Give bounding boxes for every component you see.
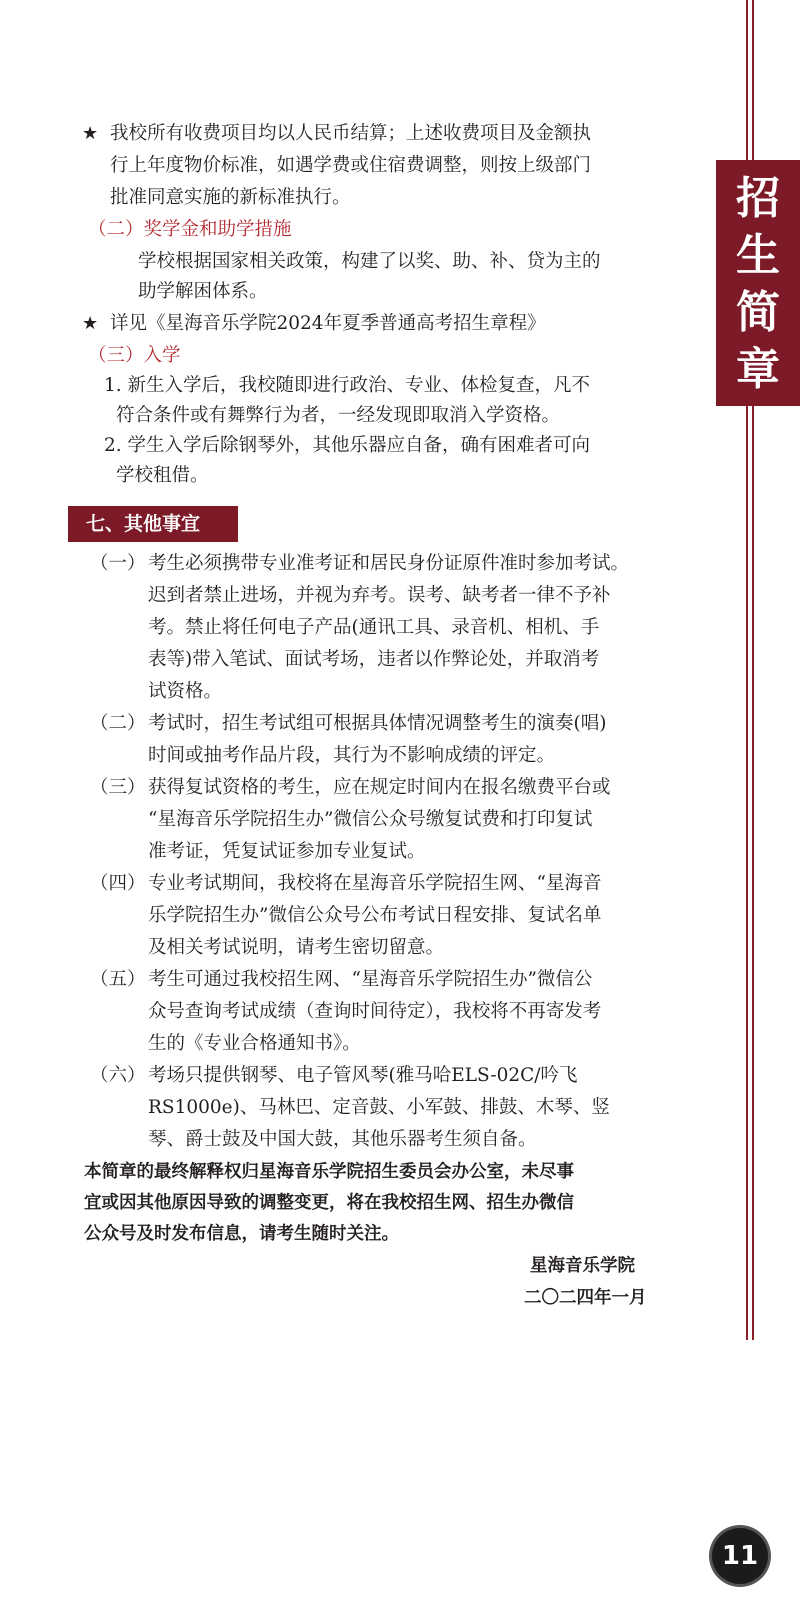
issue-date: 二〇二四年一月 [524,1288,647,1308]
issuer-name: 星海音乐学院 [530,1256,635,1276]
paragraph-line: 助学解困体系。 [138,281,268,302]
closing-line: 本简章的最终解释权归星海音乐学院招生委员会办公室，未尽事 [84,1162,574,1182]
closing-line: 宜或因其他原因导致的调整变更，将在我校招生网、招生办微信 [84,1193,574,1213]
paragraph-line: 考场只提供钢琴、电子管风琴(雅马哈ELS-02C/吟飞 [148,1065,578,1086]
item-label: （六） [90,1065,146,1086]
paragraph-line: 专业考试期间，我校将在星海音乐学院招生网、“星海音 [148,873,602,894]
item-label: （五） [90,969,146,990]
list-item: 1. 新生入学后，我校随即进行政治、专业、体检复查，凡不 [104,375,591,396]
paragraph-line: 学校根据国家相关政策，构建了以奖、助、补、贷为主的 [138,251,601,272]
paragraph-line: 准考证，凭复试证参加专业复试。 [148,841,426,862]
paragraph-line: 考生可通过我校招生网、“星海音乐学院招生办”微信公 [148,969,593,990]
paragraph-line: 琴、爵士鼓及中国大鼓，其他乐器考生须自备。 [148,1129,537,1150]
closing-line: 公众号及时发布信息，请考生随时关注。 [84,1224,399,1244]
side-tab-char: 招 [736,173,780,224]
star-icon: ★ [82,123,99,144]
page-number-badge: 11 [712,1528,768,1584]
list-item: 符合条件或有舞弊行为者，一经发现即取消入学资格。 [116,405,561,426]
paragraph-line: 表等)带入笔试、面试考场，违者以作弊论处，并取消考 [148,649,600,670]
paragraph-line: 众号查询考试成绩（查询时间待定），我校将不再寄发考 [148,1001,602,1022]
list-item: 学校租借。 [116,465,209,486]
paragraph-line: 我校所有收费项目均以人民币结算；上述收费项目及金额执 [110,123,592,144]
paragraph-line: 试资格。 [148,681,223,702]
paragraph-line: 行上年度物价标准，如遇学费或住宿费调整，则按上级部门 [110,155,592,176]
list-item: 2. 学生入学后除钢琴外，其他乐器应自备，确有困难者可向 [104,435,591,456]
paragraph-line: 及相关考试说明，请考生密切留意。 [148,937,445,958]
item-label: （三） [90,777,146,798]
paragraph-line: 考试时，招生考试组可根据具体情况调整考生的演奏(唱) [148,713,607,734]
paragraph-line: 详见《星海音乐学院2024年夏季普通高考招生章程》 [110,313,546,334]
side-tab [716,160,800,406]
paragraph-line: 考生必须携带专业准考证和居民身份证原件准时参加考试。 [148,553,630,574]
paragraph-line: 迟到者禁止进场，并视为弃考。误考、缺考者一律不予补 [148,585,611,606]
paragraph-line: 批准同意实施的新标准执行。 [110,187,351,208]
paragraph-line: 考。禁止将任何电子产品(通讯工具、录音机、相机、手 [148,617,600,638]
section-heading: 七、其他事宜 [68,506,238,542]
side-tab-char: 简 [736,287,780,338]
paragraph-line: 获得复试资格的考生，应在规定时间内在报名缴费平台或 [148,777,611,798]
paragraph-line: RS1000e)、马林巴、定音鼓、小军鼓、排鼓、木琴、竖 [148,1097,610,1118]
star-icon: ★ [82,313,99,334]
subsection-title: （二）奖学金和助学措施 [88,219,292,240]
item-label: （二） [90,713,146,734]
item-label: （四） [90,873,146,894]
paragraph-line: “星海音乐学院招生办”微信公众号缴复试费和打印复试 [148,809,593,830]
item-label: （一） [90,553,146,574]
side-tab-char: 章 [736,344,780,395]
subsection-title: （三）入学 [88,345,181,366]
paragraph-line: 生的《专业合格通知书》。 [148,1033,361,1054]
paragraph-line: 乐学院招生办”微信公众号公布考试日程安排、复试名单 [148,905,602,926]
paragraph-line: 时间或抽考作品片段，其行为不影响成绩的评定。 [148,745,556,766]
side-tab-char: 生 [736,230,780,281]
